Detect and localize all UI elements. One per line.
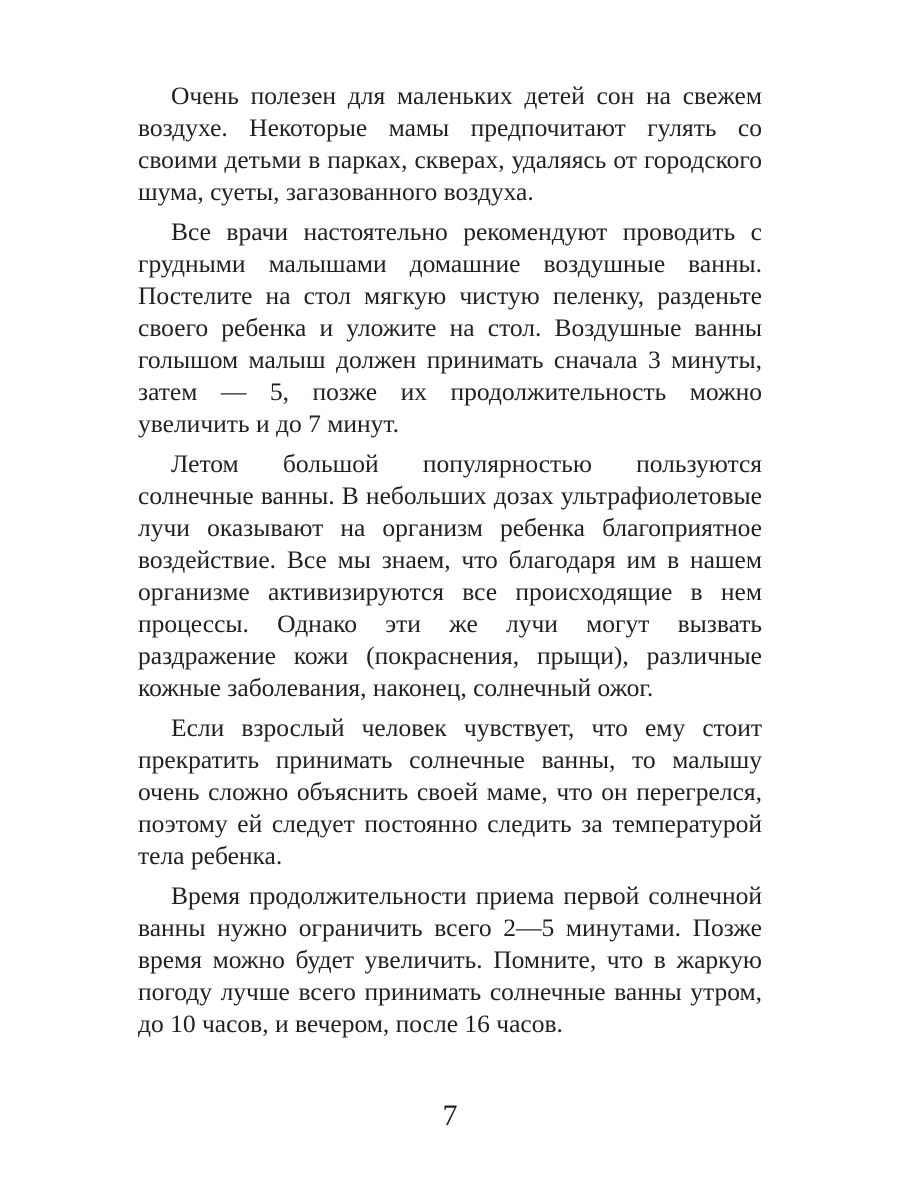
paragraph-sun-baths: Летом большой популярностью пользуются солнечные ванны. В небольших дозах ультрафиолетовые лучи оказывают на организм ребенка благоприятное воздействие. Все мы знаем, что благодаря им в нашем организме активизируются все происходящие в нем процессы. Однако эти же лучи могут вызвать раздражение кожи (покраснения, прыщи), различные кожные заболевания, наконец, солнечный ожог. — [138, 449, 762, 702]
paragraph-air-baths: Все врачи настоятельно рекомендуют проводить с грудными малышами домашние воздушные ванны. Постелите на стол мягкую чистую пеленку, разденьте своего ребенка и уложите на стол. Воздушные ванны голышом малыш должен принимать сначала 3 минуты, затем — 5, позже их продолжительность можно увеличить и до 7 минут. — [138, 217, 762, 438]
page-number: 7 — [442, 1099, 458, 1132]
paragraph-sun-bath-duration: Время продолжительности приема первой солнечной ванны нужно ограничить всего 2—5 минутами. Позже время можно будет увеличить. Помните, что в жаркую погоду лучше всего принимать солнечные ванны утром, до 10 часов, и вечером, после 16 часов. — [138, 881, 762, 1038]
body-text — [138, 80, 762, 1048]
paragraph-overheating: Если взрослый человек чувствует, что ему стоит прекратить принимать солнечные ванны, то малышу очень сложно объяснить своей маме, что он перегрелся, поэтому ей следует постоянно следить за температурой тела ребенка. — [138, 713, 762, 870]
paragraph-fresh-air-sleep: Очень полезен для маленьких детей сон на свежем воздухе. Некоторые мамы предпочитают гулять со своими детьми в парках, скверах, удаляясь от городского шума, суеты, загазованного воздуха. — [138, 81, 762, 206]
